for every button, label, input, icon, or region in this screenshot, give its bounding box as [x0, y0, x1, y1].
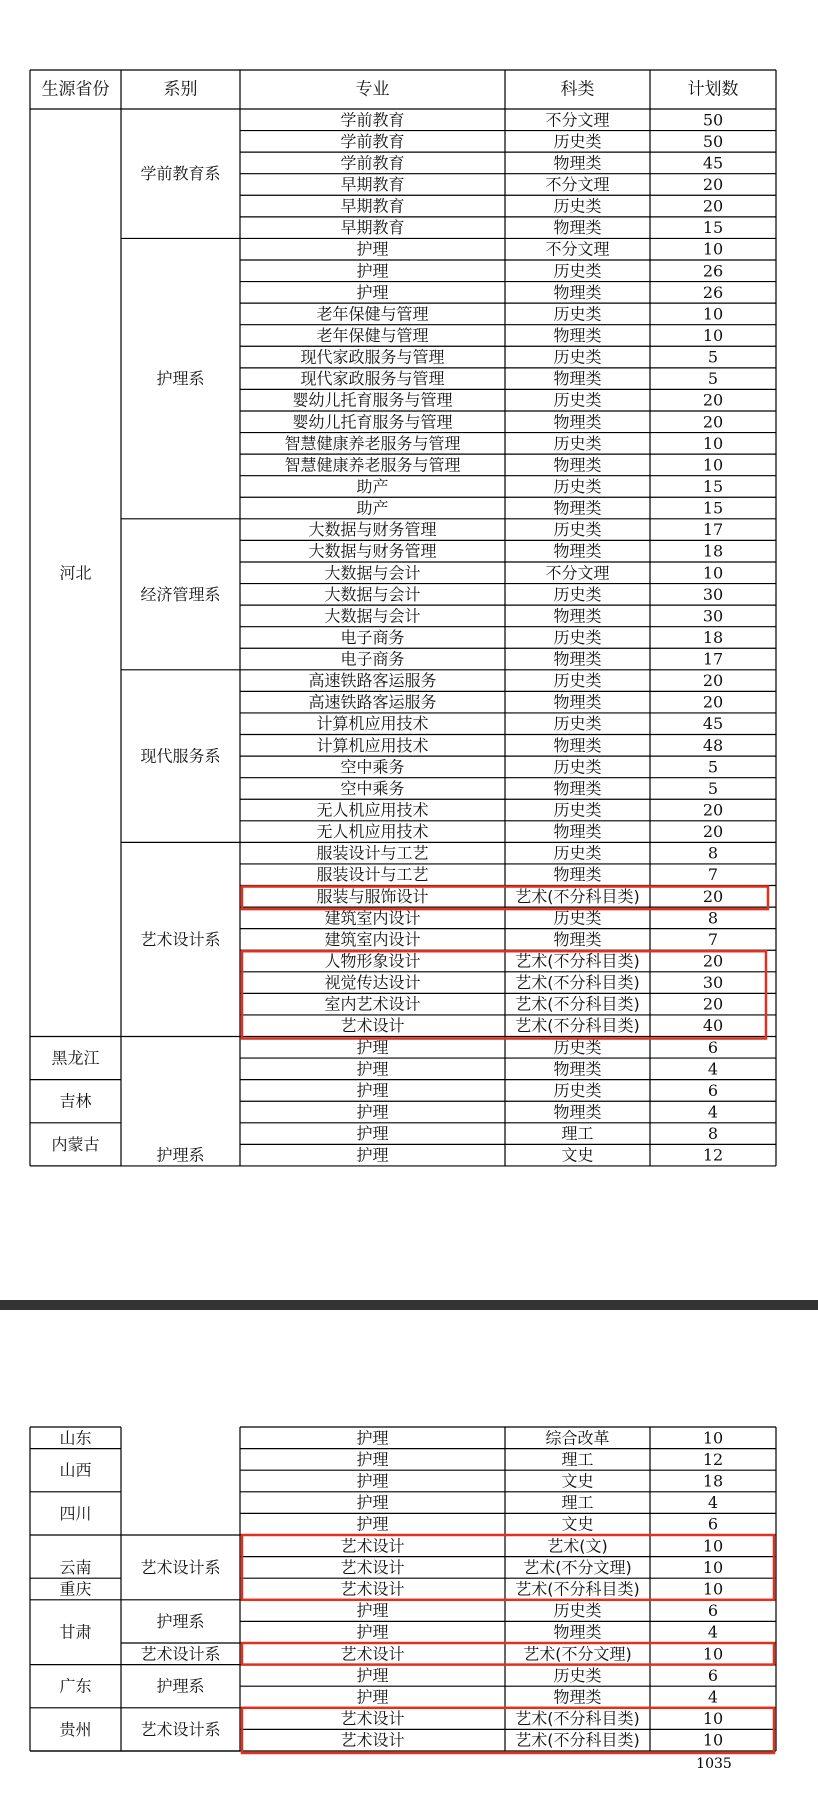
category-cell: 物理类 [553, 369, 602, 389]
province-cell: 广东 [59, 1676, 92, 1696]
category-cell: 历史类 [553, 261, 602, 281]
header-cell: 系别 [163, 79, 198, 100]
page-divider [0, 1300, 818, 1310]
major-cell: 服装与服饰设计 [316, 886, 429, 906]
major-cell: 现代家政服务与管理 [300, 347, 445, 367]
plan-count-cell: 18 [702, 541, 724, 561]
category-cell: 文史 [561, 1514, 594, 1534]
plan-count-cell: 4 [707, 1102, 719, 1122]
plan-count-cell: 10 [702, 325, 724, 345]
department-cell: 艺术设计系 [140, 1719, 221, 1739]
category-cell: 理工 [561, 1493, 594, 1513]
plan-count-cell: 30 [702, 584, 724, 604]
province-cell: 黑龙江 [51, 1048, 100, 1068]
major-cell: 建筑室内设计 [324, 929, 421, 949]
category-cell: 物理类 [553, 498, 602, 518]
plan-count-cell: 17 [702, 520, 724, 540]
plan-count-cell: 4 [707, 1059, 719, 1079]
major-cell: 护理 [356, 1622, 389, 1642]
plan-count-cell: 10 [702, 433, 724, 453]
category-cell: 物理类 [553, 153, 602, 173]
major-cell: 护理 [356, 1124, 389, 1144]
major-cell: 大数据与会计 [324, 584, 421, 604]
major-cell: 早期教育 [340, 218, 405, 238]
plan-count-cell: 5 [707, 347, 719, 367]
department-cell: 艺术设计系 [140, 929, 221, 949]
plan-count-cell: 20 [702, 412, 724, 432]
plan-count-cell: 5 [707, 757, 719, 777]
category-cell: 综合改革 [545, 1428, 610, 1448]
highlight-box [242, 1708, 774, 1753]
highlight-box [242, 951, 766, 1038]
plan-count-cell: 20 [702, 951, 724, 971]
category-cell: 物理类 [553, 778, 602, 798]
category-cell: 历史类 [553, 1080, 602, 1100]
category-cell: 理工 [561, 1449, 594, 1469]
plan-count-cell: 20 [702, 196, 724, 216]
category-cell: 不分文理 [545, 174, 610, 194]
major-cell: 电子商务 [340, 627, 405, 647]
category-cell: 艺术(不分科目类) [515, 951, 640, 971]
table-cells [42, 80, 739, 1750]
plan-count-cell: 6 [707, 1037, 719, 1057]
major-cell: 老年保健与管理 [316, 304, 429, 324]
category-cell: 艺术(不分文理) [523, 1644, 632, 1664]
category-cell: 物理类 [553, 1687, 602, 1707]
plan-count-cell: 10 [702, 1709, 724, 1729]
major-cell: 无人机应用技术 [316, 822, 429, 842]
header-cell: 专业 [355, 79, 390, 100]
major-cell: 早期教育 [340, 174, 405, 194]
category-cell: 历史类 [553, 757, 602, 777]
plan-count-cell: 10 [702, 1579, 724, 1599]
category-cell: 艺术(不分科目类) [515, 1016, 640, 1036]
category-cell: 历史类 [553, 714, 602, 734]
category-cell: 理工 [561, 1124, 594, 1144]
province-cell: 甘肃 [59, 1622, 92, 1642]
major-cell: 护理 [356, 1493, 389, 1513]
category-cell: 物理类 [553, 412, 602, 432]
major-cell: 护理 [356, 239, 389, 259]
category-cell: 物理类 [553, 692, 602, 712]
plan-count-cell: 20 [702, 994, 724, 1014]
department-cell: 艺术设计系 [140, 1557, 221, 1577]
department-cell: 护理系 [156, 1676, 205, 1696]
category-cell: 艺术(不分文理) [523, 1557, 632, 1577]
plan-count-cell: 7 [707, 865, 719, 885]
category-cell: 历史类 [553, 1601, 602, 1621]
plan-count-cell: 5 [707, 778, 719, 798]
plan-count-cell: 26 [702, 282, 724, 302]
major-cell: 无人机应用技术 [316, 800, 429, 820]
category-cell: 艺术(不分科目类) [515, 973, 640, 993]
major-cell: 护理 [356, 1080, 389, 1100]
category-cell: 物理类 [553, 865, 602, 885]
plan-count-cell: 6 [707, 1080, 719, 1100]
plan-count-cell: 20 [702, 671, 724, 691]
plan-count-cell: 18 [702, 627, 724, 647]
category-cell: 艺术(不分科目类) [515, 1579, 640, 1599]
major-cell: 艺术设计 [340, 1557, 405, 1577]
major-cell: 护理 [356, 1145, 389, 1165]
plan-count-cell: 18 [702, 1471, 724, 1491]
highlight-box [242, 1643, 774, 1665]
plan-count-cell: 20 [702, 886, 724, 906]
category-cell: 艺术(文) [547, 1536, 608, 1556]
category-cell: 艺术(不分科目类) [515, 1709, 640, 1729]
category-cell: 物理类 [553, 1059, 602, 1079]
category-cell: 物理类 [553, 822, 602, 842]
province-cell: 重庆 [59, 1579, 92, 1599]
plan-count-cell: 10 [702, 1644, 724, 1664]
category-cell: 历史类 [553, 390, 602, 410]
category-cell: 历史类 [553, 627, 602, 647]
major-cell: 助产 [356, 476, 389, 496]
plan-count-cell: 10 [702, 304, 724, 324]
province-cell: 山东 [59, 1428, 92, 1448]
department-cell: 护理系 [156, 1145, 205, 1165]
major-cell: 护理 [356, 1601, 389, 1621]
category-cell: 物理类 [553, 218, 602, 238]
plan-count-cell: 5 [707, 369, 719, 389]
category-cell: 不分文理 [545, 563, 610, 583]
category-cell: 物理类 [553, 541, 602, 561]
major-cell: 智慧健康养老服务与管理 [284, 455, 461, 475]
major-cell: 空中乘务 [340, 778, 405, 798]
major-cell: 学前教育 [340, 153, 405, 173]
major-cell: 室内艺术设计 [324, 994, 421, 1014]
province-cell: 云南 [59, 1557, 92, 1577]
category-cell: 物理类 [553, 455, 602, 475]
major-cell: 大数据与财务管理 [308, 541, 437, 561]
category-cell: 历史类 [553, 800, 602, 820]
plan-count-cell: 50 [702, 131, 724, 151]
department-cell: 经济管理系 [140, 584, 221, 604]
province-cell: 山西 [59, 1460, 92, 1480]
plan-count-cell: 30 [702, 606, 724, 626]
major-cell: 护理 [356, 1449, 389, 1469]
major-cell: 高速铁路客运服务 [308, 692, 437, 712]
plan-count-cell: 12 [702, 1449, 724, 1469]
highlight-boxes [242, 887, 774, 1753]
plan-count-cell: 40 [702, 1016, 724, 1036]
major-cell: 电子商务 [340, 649, 405, 669]
header-cell: 计划数 [687, 79, 739, 100]
category-cell: 历史类 [553, 843, 602, 863]
plan-count-cell: 30 [702, 973, 724, 993]
major-cell: 婴幼儿托育服务与管理 [292, 390, 453, 410]
plan-count-cell: 4 [707, 1493, 719, 1513]
plan-count-cell: 15 [702, 498, 724, 518]
major-cell: 婴幼儿托育服务与管理 [292, 412, 453, 432]
major-cell: 护理 [356, 261, 389, 281]
major-cell: 艺术设计 [340, 1644, 405, 1664]
major-cell: 大数据与财务管理 [308, 520, 437, 540]
category-cell: 物理类 [553, 282, 602, 302]
header-cell: 科类 [560, 79, 595, 100]
major-cell: 老年保健与管理 [316, 325, 429, 345]
department-cell: 艺术设计系 [140, 1644, 221, 1664]
category-cell: 历史类 [553, 131, 602, 151]
major-cell: 建筑室内设计 [324, 908, 421, 928]
major-cell: 服装设计与工艺 [316, 865, 429, 885]
header-cell: 生源省份 [41, 79, 110, 100]
plan-count-cell: 45 [702, 714, 724, 734]
category-cell: 历史类 [553, 584, 602, 604]
category-cell: 不分文理 [545, 110, 610, 130]
category-cell: 物理类 [553, 1102, 602, 1122]
category-cell: 历史类 [553, 520, 602, 540]
plan-count-cell: 20 [702, 800, 724, 820]
major-cell: 助产 [356, 498, 389, 518]
province-cell: 河北 [59, 563, 92, 583]
plan-count-cell: 8 [707, 1124, 719, 1144]
province-cell: 吉林 [59, 1091, 92, 1111]
major-cell: 护理 [356, 1428, 389, 1448]
plan-count-cell: 10 [702, 239, 724, 259]
major-cell: 护理 [356, 1102, 389, 1122]
plan-count-cell: 7 [707, 929, 719, 949]
category-cell: 物理类 [553, 1622, 602, 1642]
major-cell: 计算机应用技术 [316, 735, 429, 755]
major-cell: 服装设计与工艺 [316, 843, 429, 863]
plan-count-cell: 17 [702, 649, 724, 669]
plan-count-cell: 6 [707, 1601, 719, 1621]
page-number: 1035 [696, 1756, 732, 1772]
plan-count-cell: 26 [702, 261, 724, 281]
plan-count-cell: 45 [702, 153, 724, 173]
plan-count-cell: 10 [702, 1730, 724, 1750]
category-cell: 历史类 [553, 908, 602, 928]
category-cell: 历史类 [553, 433, 602, 453]
major-cell: 艺术设计 [340, 1709, 405, 1729]
major-cell: 艺术设计 [340, 1579, 405, 1599]
major-cell: 大数据与会计 [324, 563, 421, 583]
category-cell: 历史类 [553, 1665, 602, 1685]
major-cell: 高速铁路客运服务 [308, 671, 437, 691]
major-cell: 大数据与会计 [324, 606, 421, 626]
major-cell: 艺术设计 [340, 1536, 405, 1556]
major-cell: 护理 [356, 1514, 389, 1534]
major-cell: 护理 [356, 1059, 389, 1079]
category-cell: 历史类 [553, 1037, 602, 1057]
province-cell: 四川 [59, 1503, 92, 1523]
department-cell: 现代服务系 [140, 746, 221, 766]
plan-count-cell: 8 [707, 908, 719, 928]
plan-count-cell: 50 [702, 110, 724, 130]
major-cell: 护理 [356, 1687, 389, 1707]
plan-count-cell: 4 [707, 1622, 719, 1642]
major-cell: 现代家政服务与管理 [300, 369, 445, 389]
major-cell: 护理 [356, 282, 389, 302]
category-cell: 历史类 [553, 196, 602, 216]
category-cell: 物理类 [553, 325, 602, 345]
plan-count-cell: 8 [707, 843, 719, 863]
category-cell: 文史 [561, 1145, 594, 1165]
plan-count-cell: 6 [707, 1514, 719, 1534]
province-cell: 内蒙古 [51, 1134, 100, 1154]
category-cell: 历史类 [553, 347, 602, 367]
department-cell: 学前教育系 [140, 164, 221, 184]
category-cell: 物理类 [553, 606, 602, 626]
category-cell: 物理类 [553, 929, 602, 949]
plan-count-cell: 10 [702, 1536, 724, 1556]
plan-count-cell: 10 [702, 455, 724, 475]
major-cell: 学前教育 [340, 131, 405, 151]
plan-count-cell: 10 [702, 563, 724, 583]
plan-count-cell: 12 [702, 1145, 724, 1165]
category-cell: 艺术(不分科目类) [515, 886, 640, 906]
plan-count-cell: 15 [702, 476, 724, 496]
department-cell: 护理系 [156, 369, 205, 389]
major-cell: 视觉传达设计 [324, 973, 421, 993]
major-cell: 艺术设计 [340, 1016, 405, 1036]
major-cell: 计算机应用技术 [316, 714, 429, 734]
major-cell: 护理 [356, 1037, 389, 1057]
major-cell: 学前教育 [340, 110, 405, 130]
category-cell: 物理类 [553, 649, 602, 669]
major-cell: 护理 [356, 1471, 389, 1491]
category-cell: 艺术(不分科目类) [515, 1730, 640, 1750]
major-cell: 早期教育 [340, 196, 405, 216]
plan-count-cell: 10 [702, 1557, 724, 1577]
highlight-box [242, 1535, 774, 1600]
major-cell: 空中乘务 [340, 757, 405, 777]
plan-count-cell: 10 [702, 1428, 724, 1448]
department-cell: 护理系 [156, 1611, 205, 1631]
major-cell: 艺术设计 [340, 1730, 405, 1750]
major-cell: 智慧健康养老服务与管理 [284, 433, 461, 453]
category-cell: 文史 [561, 1471, 594, 1491]
category-cell: 不分文理 [545, 239, 610, 259]
category-cell: 历史类 [553, 476, 602, 496]
category-cell: 艺术(不分科目类) [515, 994, 640, 1014]
category-cell: 历史类 [553, 671, 602, 691]
major-cell: 人物形象设计 [324, 951, 421, 971]
category-cell: 历史类 [553, 304, 602, 324]
province-cell: 贵州 [59, 1719, 92, 1739]
plan-count-cell: 20 [702, 390, 724, 410]
plan-count-cell: 6 [707, 1665, 719, 1685]
plan-count-cell: 48 [702, 735, 724, 755]
plan-count-cell: 20 [702, 822, 724, 842]
plan-count-cell: 15 [702, 218, 724, 238]
plan-count-cell: 20 [702, 174, 724, 194]
major-cell: 护理 [356, 1665, 389, 1685]
plan-count-cell: 4 [707, 1687, 719, 1707]
category-cell: 物理类 [553, 735, 602, 755]
plan-count-cell: 20 [702, 692, 724, 712]
